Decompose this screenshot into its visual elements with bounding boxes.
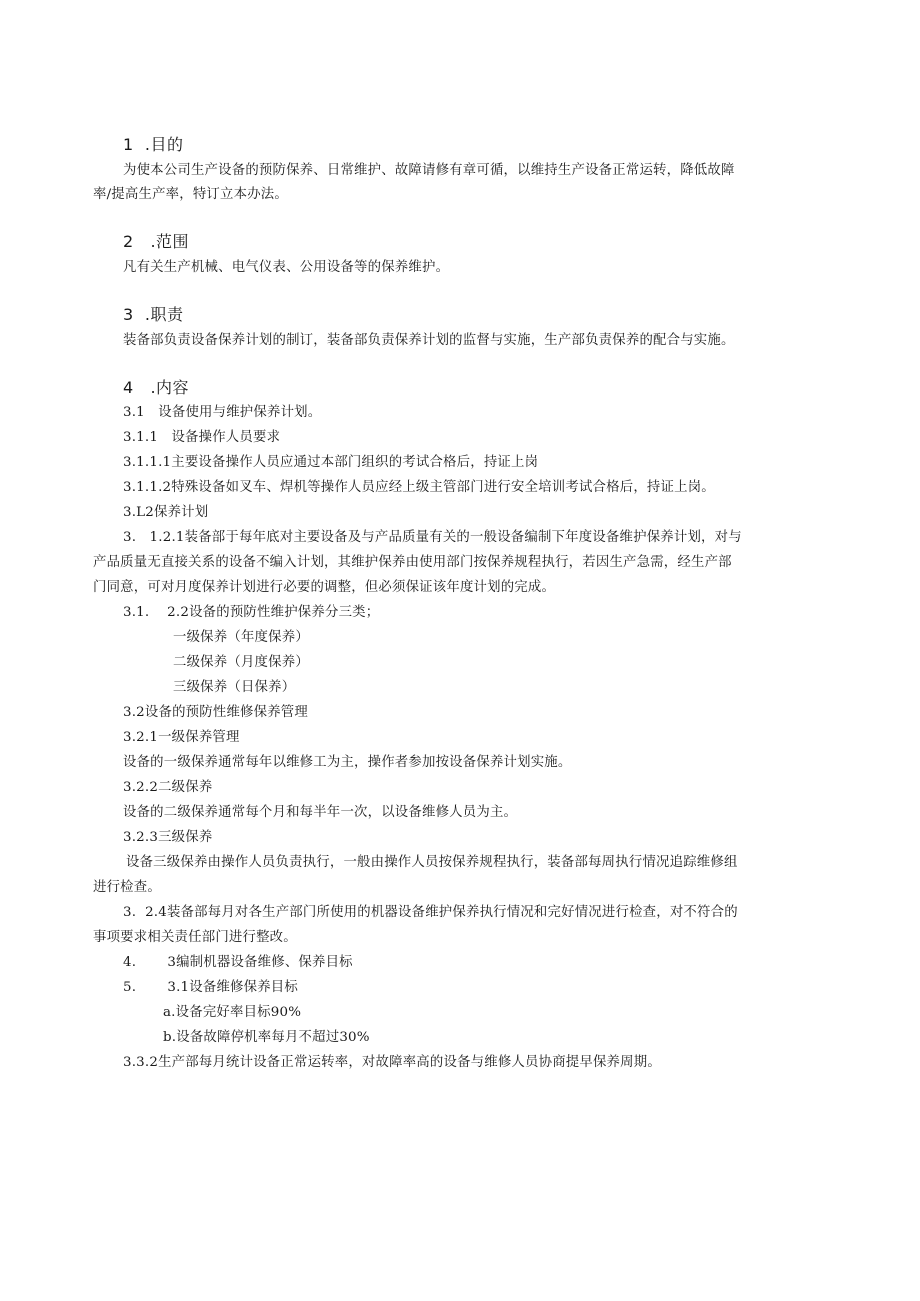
content-line: 3.1.1.2特殊设备如叉车、焊机等操作人员应经上级主管部门进行安全培训考试合格后，持证上岗。 xyxy=(123,480,715,495)
section-heading-scope: 2 .范围 xyxy=(123,232,190,251)
content-line: 3.2.3三级保养 xyxy=(123,830,213,845)
list-item: b.设备故障停机率每月不超过30% xyxy=(163,1030,370,1045)
content-line: 门同意，可对月度保养计划进行必要的调整，但必须保证该年度计划的完成。 xyxy=(93,580,556,595)
section-heading-content: 4 .内容 xyxy=(123,378,190,397)
section-heading-purpose: 1 .目的 xyxy=(123,135,184,154)
content-line: 进行检查。 xyxy=(93,880,161,895)
content-line: 3.L2保养计划 xyxy=(123,505,209,520)
content-line: 3.1.1 设备操作人员要求 xyxy=(123,430,281,445)
list-item: 一级保养（年度保养） xyxy=(173,630,309,645)
content-line: 5. 3.1设备维修保养目标 xyxy=(123,980,298,995)
content-line: 3. 1.2.1装备部于每年底对主要设备及与产品质量有关的一般设备编制下年度设备维护保养计划，对与 xyxy=(123,530,742,545)
content-line: 设备的一级保养通常每年以维修工为主，操作者参加按设备保养计划实施。 xyxy=(123,755,572,770)
paragraph-line: 为使本公司生产设备的预防保养、日常维护、故障请修有章可循，以维持生产设备正常运转，降低故障 xyxy=(123,163,735,178)
content-line: 事项要求相关责任部门进行整改。 xyxy=(93,930,297,945)
paragraph-line: 凡有关生产机械、电气仪表、公用设备等的保养维护。 xyxy=(123,260,450,275)
list-item: 二级保养（月度保养） xyxy=(173,655,309,670)
list-item: 三级保养（日保养） xyxy=(173,680,296,695)
content-line: 3.1 设备使用与维护保养计划。 xyxy=(123,405,322,420)
content-line: 产品质量无直接关系的设备不编入计划，其维护保养由使用部门按保养规程执行，若因生产急需，经生产部 xyxy=(93,555,732,570)
content-line: 4. 3编制机器设备维修、保养目标 xyxy=(123,955,353,970)
list-item: a.设备完好率目标90% xyxy=(163,1005,302,1020)
content-line: 设备的二级保养通常每个月和每半年一次，以设备维修人员为主。 xyxy=(123,805,518,820)
content-line: 3. 2.4装备部每月对各生产部门所使用的机器设备维护保养执行情况和完好情况进行检查，对不符合的 xyxy=(123,905,738,920)
content-line: 3.1. 2.2设备的预防性维护保养分三类； xyxy=(123,605,380,620)
content-line: 3.1.1.1主要设备操作人员应通过本部门组织的考试合格后，持证上岗 xyxy=(123,455,539,470)
paragraph-line: 装备部负责设备保养计划的制订，装备部负责保养计划的监督与实施，生产部负责保养的配合与实施。 xyxy=(123,333,735,348)
content-line: 设备三级保养由操作人员负责执行，一般由操作人员按保养规程执行，装备部每周执行情况追踪维修组 xyxy=(126,855,738,870)
content-line: 3.2设备的预防性维修保养管理 xyxy=(123,705,308,720)
paragraph-line: 率/提高生产率，特订立本办法。 xyxy=(93,187,288,202)
content-line: 3.2.2二级保养 xyxy=(123,780,213,795)
content-line: 3.3.2生产部每月统计设备正常运转率，对故障率高的设备与维修人员协商提早保养周期。 xyxy=(123,1055,661,1070)
content-line: 3.2.1一级保养管理 xyxy=(123,730,240,745)
section-heading-responsibilities: 3 .职责 xyxy=(123,305,184,324)
